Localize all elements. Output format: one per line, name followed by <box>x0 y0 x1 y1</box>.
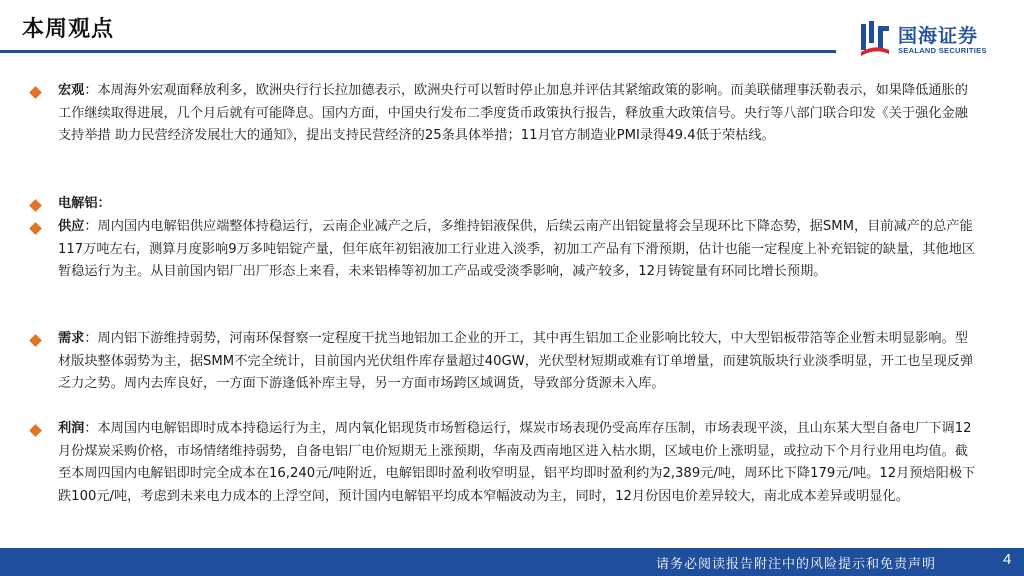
profit-paragraph <box>58 418 978 508</box>
aluminum-heading <box>58 193 978 216</box>
demand-text: ：周内铝下游维持弱势，河南环保督察一定程度干扰当地铝加工企业的开工，其中再生铝加工企业影响比较大，中大型铝板带箔等企业暂未明显影响。型材版块整体弱势为主，据SMM不完全统计，目前国内光伏组件库存量超过40GW，光伏型材短期或难有订单增量，而建筑版块行业淡季明显，开工也呈现反弹乏力之势。周内去库良好，一方面下游逢低补库主导，另一方面市场跨区域调货，导致部分货源未入库。 <box>58 331 974 392</box>
supply-label: 供应 <box>58 219 85 234</box>
page-number: 4 <box>1003 551 1012 568</box>
logo-text-cn: 国海证券 <box>898 25 979 47</box>
supply-text: ：周内国内电解铝供应端整体持稳运行，云南企业减产之后，多维持铝液保供，后续云南产出铝锭量将会呈现环比下降态势，据SMM，目前减产的总产能117万吨左右，测算月度影响9万多吨铝锭产量，但年底年初铝液加工行业进入淡季，初加工产品有下滑预期，估计也能一定程度上补充铝锭的缺量，其他地区暂稳运行为主。从目前国内铝厂出厂形态上来看，未来铝棒等初加工产品或受淡季影响，减产较多，12月铸锭量有环同比增长预期。 <box>58 219 976 280</box>
disclaimer-text: 请务必阅读报告附注中的风险提示和免责声明 <box>656 557 937 572</box>
macro-paragraph <box>58 80 978 148</box>
page-title: 本周观点 <box>22 17 115 42</box>
bullet-icon <box>29 334 42 347</box>
demand-label: 需求 <box>58 331 85 346</box>
supply-paragraph <box>58 216 978 284</box>
bullet-icon <box>29 86 42 99</box>
logo-text-en: SEALAND SECURITIES <box>898 46 987 55</box>
profit-label: 利润 <box>58 421 85 436</box>
profit-text: ：本周国内电解铝即时成本持稳运行为主，周内氧化铝现货市场暂稳运行，煤炭市场表现仍受高库存压制，市场表现平淡，且山东某大型自备电厂下调12月份煤炭采购价格，市场情绪维持弱势，自备电铝厂电价短期无上涨预期，华南及西南地区进入枯水期，区域电价上涨明显，或拉动下个月行业用电均值。截至本周四国内电解铝即时完全成本在16,240元/吨附近，电解铝即时盈利收窄明显，铝平均即时盈利约为2,389元/吨，周环比下降179元/吨。12月预焙阳极下跌100元/吨，考虑到未来电力成本的上浮空间，预计国内电解铝平均成本窄幅波动为主，同时，12月份因电价差异较大，南北成本差异或明显化。 <box>58 421 976 504</box>
macro-text: ：本周海外宏观面释放利多，欧洲央行行长拉加德表示，欧洲央行可以暂时停止加息并评估其紧缩政策的影响。而美联储理事沃勒表示，如果降低通胀的工作继续取得进展，几个月后就有可能降息。国内方面，中国央行发布二季度货币政策执行报告，释放重大政策信号。央行等八部门联合印发《关于强化金融支持举措 助力民营经济发展壮大的通知》，提出支持民营经济的25条具体举措；11月官方制造业PMI录得49.4低于荣枯线。 <box>58 83 968 144</box>
macro-label: 宏观 <box>58 83 85 98</box>
bullet-icon <box>29 424 42 437</box>
aluminum-label: 电解铝： <box>58 196 111 211</box>
bullet-icon <box>29 199 42 212</box>
bullet-icon <box>29 222 42 235</box>
demand-paragraph <box>58 328 978 396</box>
